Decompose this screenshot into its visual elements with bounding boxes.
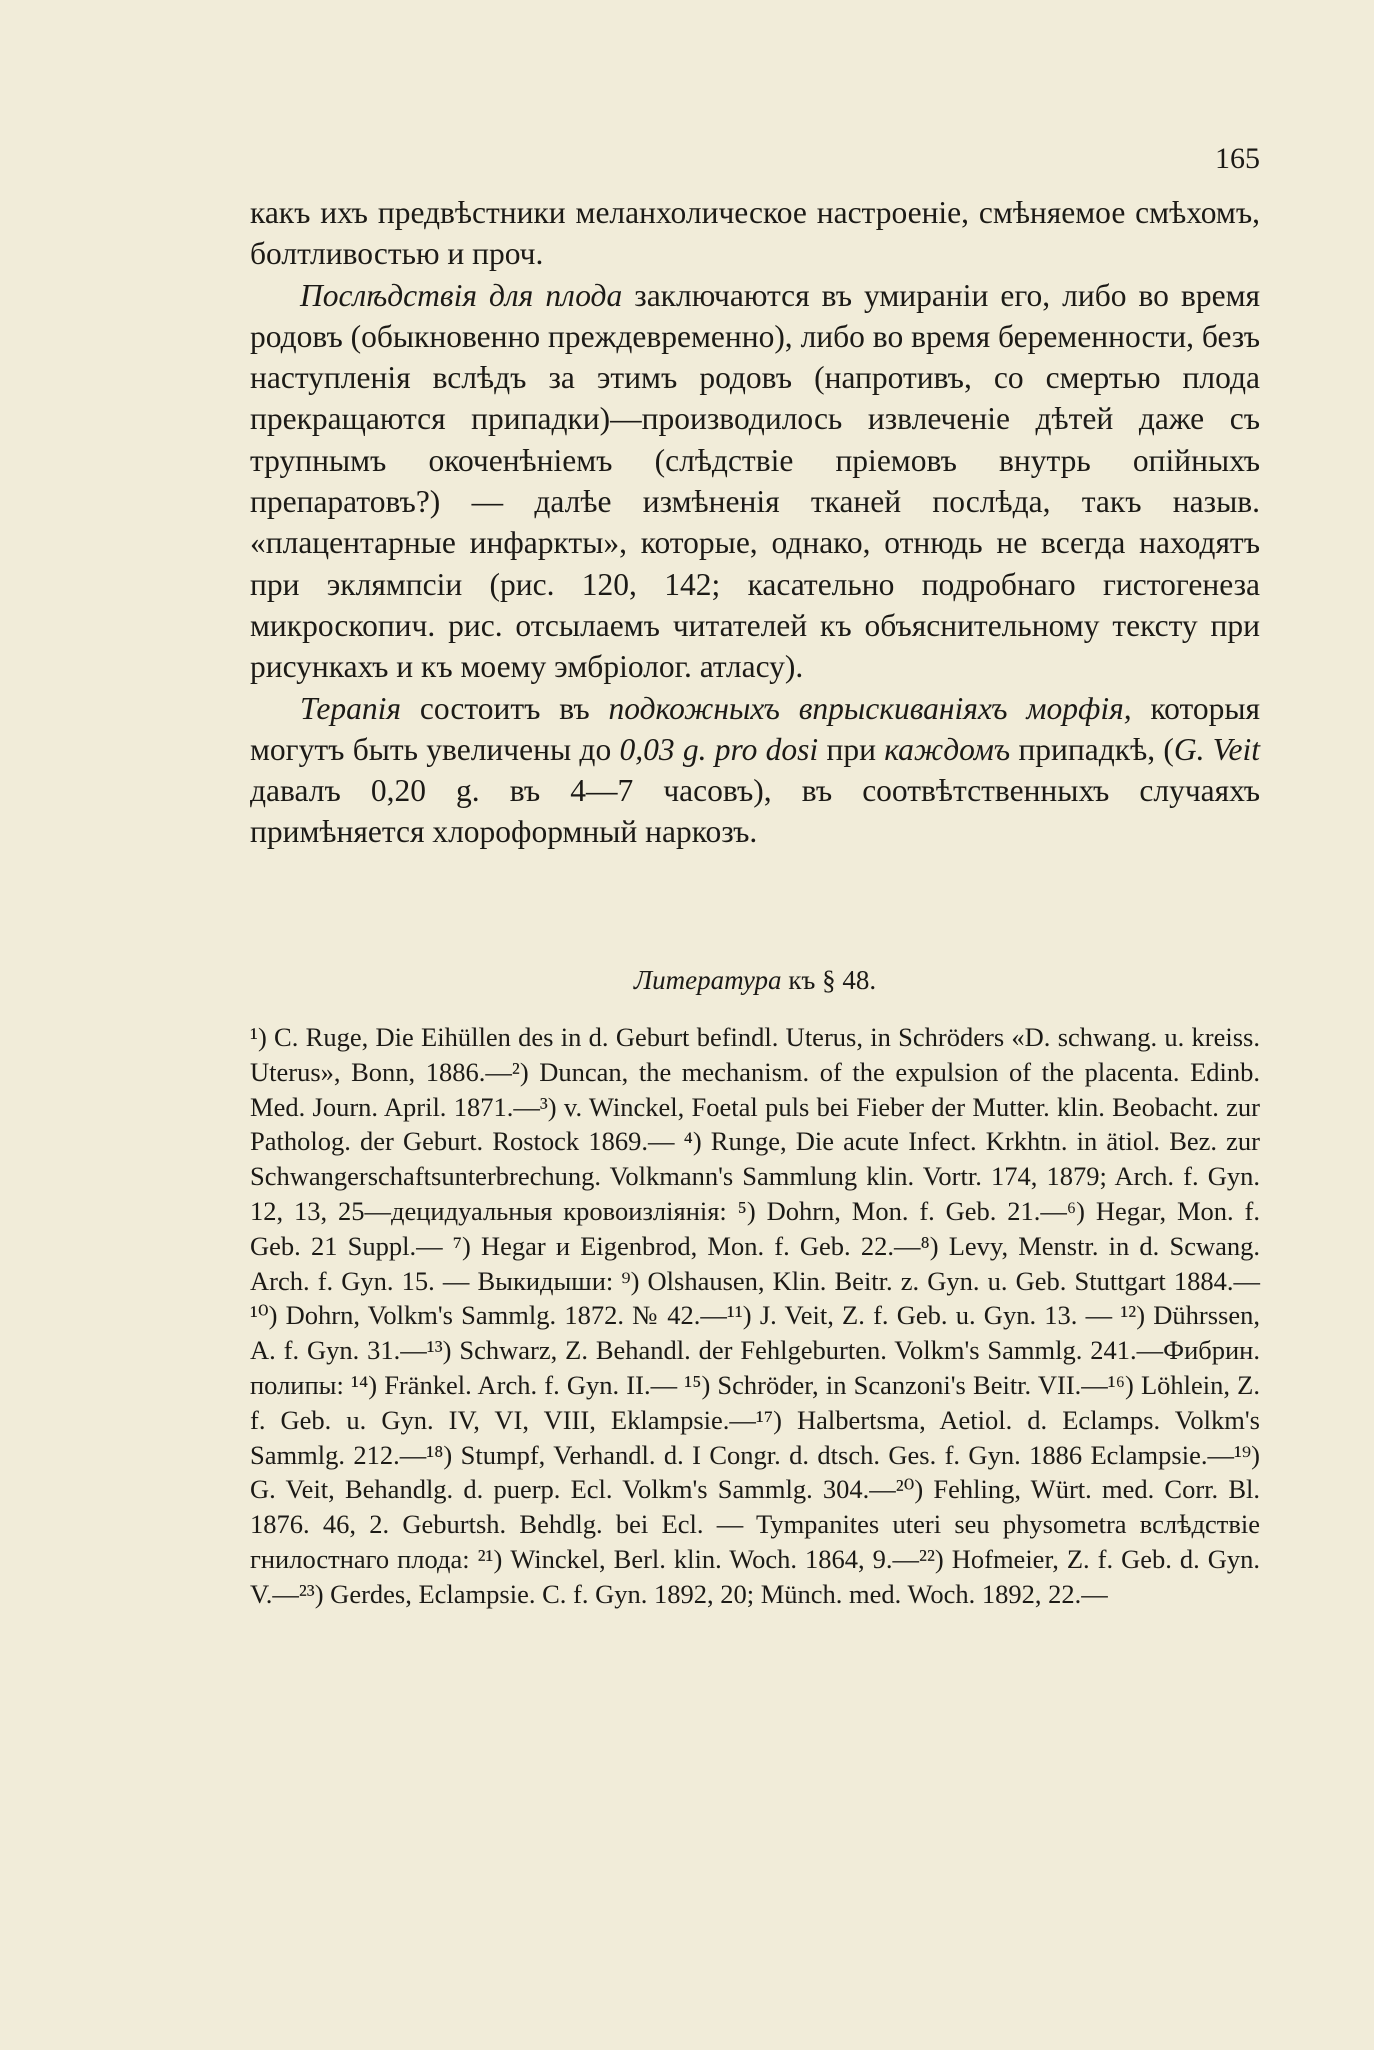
- literature-heading-italic: Литература: [633, 965, 782, 995]
- text-run: состоитъ въ: [401, 690, 609, 726]
- text-run: давалъ 0,20 g. въ 4—7 часовъ), въ соотвѣтственныхъ случаяхъ примѣняется хлороформный наркозъ.: [250, 773, 1260, 850]
- text-run: заключаются въ умираніи его, либо во время родовъ (обыкновенно преждевременно), либо во время беременности, безъ наступленія вслѣдъ за этимъ родовъ (напротивъ, со смертью плода прекращаются припадки)—производилось извлеченіе дѣтей даже съ трупнымъ окоченѣніемъ (слѣдствіе пріемовъ внутрь опійныхъ препаратовъ?) — далѣе измѣненія тканей послѣда, такъ назыв. «плацентарные инфаркты», которые, однако, отнюдь не всегда находятъ при эклямпсіи (рис. 120, 142; касательно подробнаго гистогенеза микроскопич. рис. отсылаемъ читателей къ объяснительному тексту при рисункахъ и къ моему эмбріолог. атласу).: [250, 277, 1260, 685]
- text-run: которыя могутъ быть увеличены до: [250, 690, 1261, 767]
- paragraph: [250, 192, 1260, 275]
- references-block: [250, 1020, 1260, 1612]
- text-run-italic: 0,03 g. pro dosi: [619, 731, 819, 767]
- text-run: какъ ихъ предвѣстники меланхолическое настроеніе, смѣняемое смѣхомъ, болтливостью и проч.: [250, 195, 1260, 272]
- paragraph: [250, 688, 1260, 853]
- text-run: при: [818, 731, 885, 767]
- paragraph: [250, 275, 1260, 688]
- text-run-italic: G. Veit: [1173, 731, 1260, 767]
- text-run: припадкѣ, (: [1010, 731, 1174, 767]
- main-text: [250, 192, 1260, 853]
- literature-heading-rest: къ § 48.: [781, 965, 877, 995]
- text-run-italic: подкожныхъ впрыскиваніяхъ морфія,: [608, 690, 1132, 726]
- references-text: ¹) C. Ruge, Die Eihüllen des in d. Geburt befindl. Uterus, in Schröders «D. schwang. u. kreiss. Uterus», Bonn, 1886.—²) Duncan, the mechanism. of the expulsion of the placenta. Edinb. Med. Journ. April. 1871.—³) v. Winckel, Foetal puls bei Fieber der Mutter. klin. Beobacht. zur Patholog. der Geburt. Rostock 1869.— ⁴) Runge, Die acute Infect. Krkhtn. in ätiol. Bez. zur Schwangerschaftsunterbrechung. Volkmann's Sammlung klin. Vortr. 174, 1879; Arch. f. Gyn. 12, 13, 25—децидуальныя кровоизліянія: ⁵) Dohrn, Mon. f. Geb. 21.—⁶) Hegar, Mon. f. Geb. 21 Suppl.— ⁷) Hegar и Eigenbrod, Mon. f. Geb. 22.—⁸) Levy, Menstr. in d. Scwang. Arch. f. Gyn. 15. — Выкидыши: ⁹) Olshausen, Klin. Beitr. z. Gyn. u. Geb. Stuttgart 1884.—¹⁰) Dohrn, Volkm's Sammlg. 1872. № 42.—¹¹) J. Veit, Z. f. Geb. u. Gyn. 13. — ¹²) Dührssen, A. f. Gyn. 31.—¹³) Schwarz, Z. Behandl. der Fehlgeburten. Volkm's Sammlg. 241.—Фибрин. полипы: ¹⁴) Fränkel. Arch. f. Gyn. II.— ¹⁵) Schröder, in Scanzoni's Beitr. VII.—¹⁶) Löhlein, Z. f. Geb. u. Gyn. IV, VI, VIII, Eklampsie.—¹⁷) Halbertsma, Aetiol. d. Eclamps. Volkm's Sammlg. 212.—¹⁸) Stumpf, Verhandl. d. I Congr. d. dtsch. Ges. f. Gyn. 1886 Eclampsie.—¹⁹) G. Veit, Behandlg. d. puerp. Ecl. Volkm's Sammlg. 304.—²⁰) Fehling, Würt. med. Corr. Bl. 1876. 46, 2. Geburtsh. Behdlg. bei Ecl. — Tympanites uteri seu physometra вслѣдствіе гнилостнаго плода: ²¹) Winckel, Berl. klin. Woch. 1864, 9.—²²) Hofmeier, Z. f. Geb. d. Gyn. V.—²³) Gerdes, Eclampsie. C. f. Gyn. 1892, 20; Münch. med. Woch. 1892, 22.—: [250, 1022, 1260, 1609]
- text-run-italic: Терапія: [300, 690, 402, 726]
- page-number: 165: [1215, 142, 1260, 175]
- text-run-italic: каждомъ: [884, 731, 1011, 767]
- text-run-italic: Послѣдствія для плода: [300, 277, 623, 313]
- literature-heading: [250, 962, 1260, 998]
